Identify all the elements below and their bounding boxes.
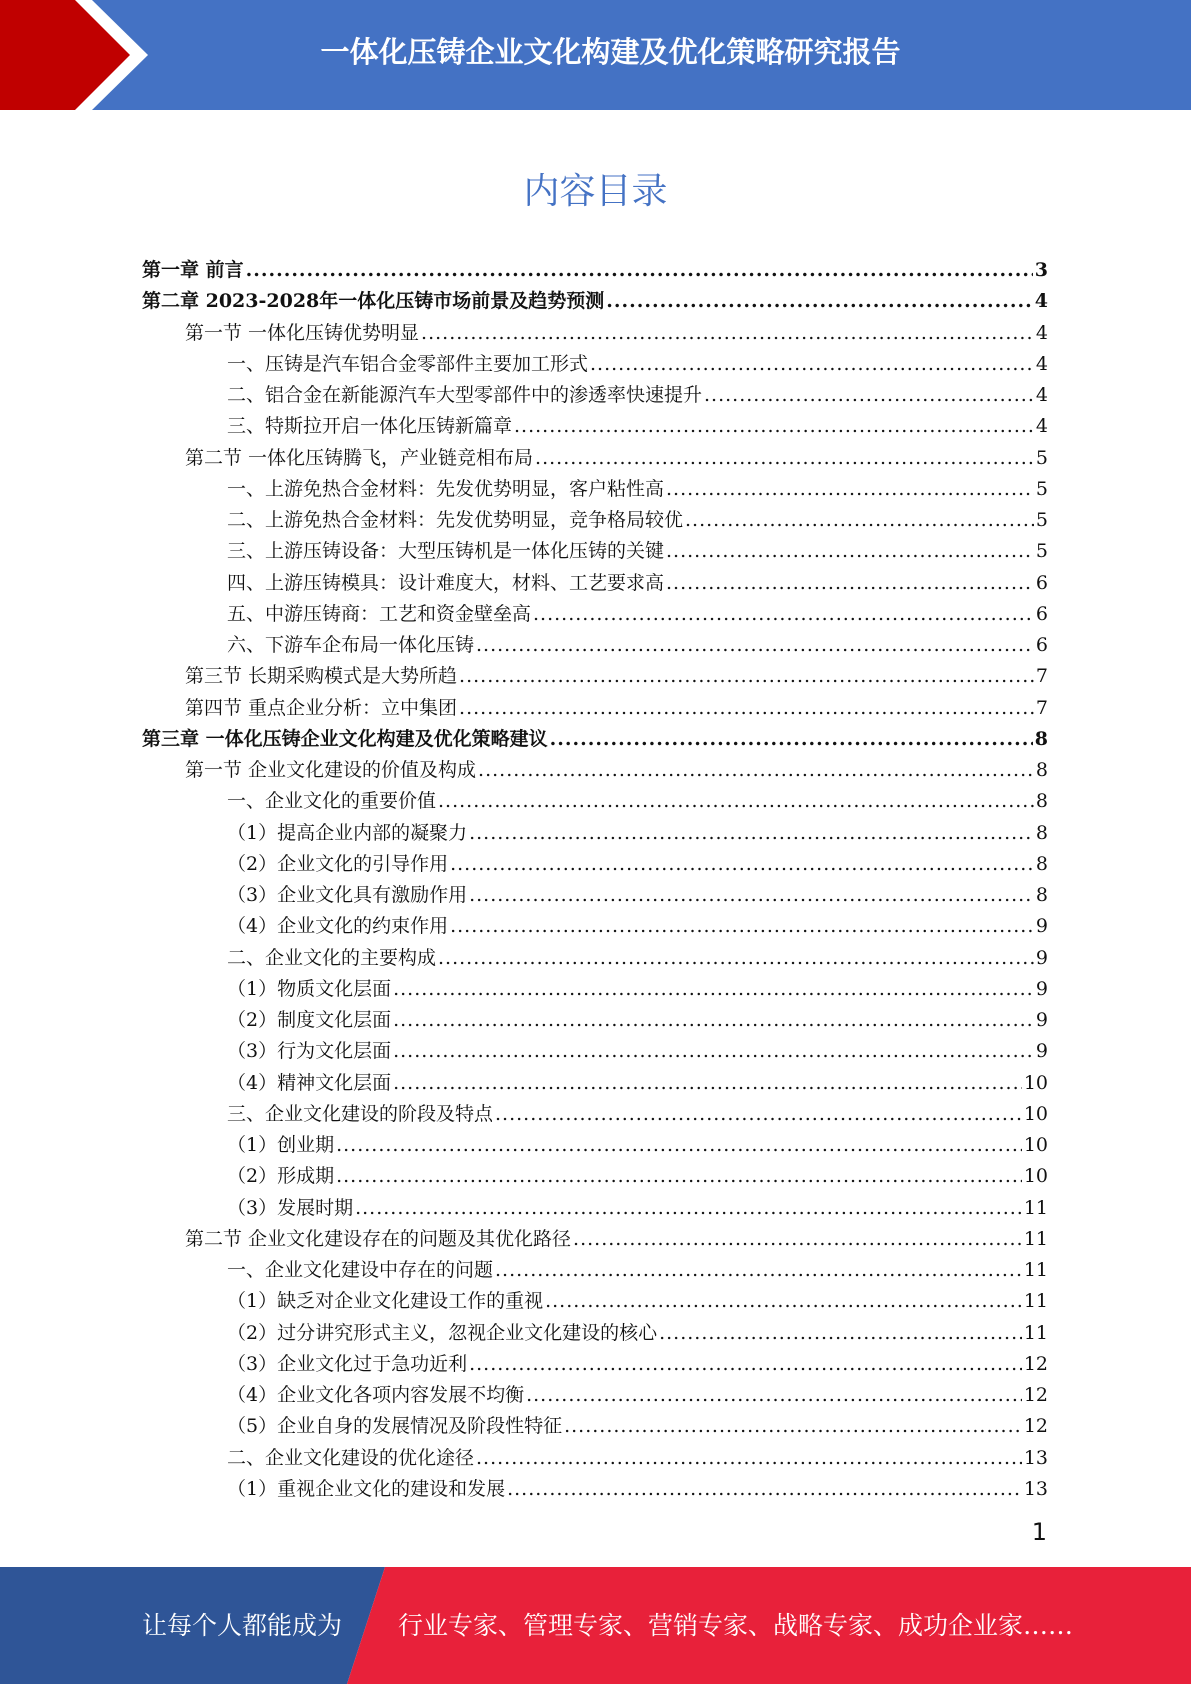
toc-entry[interactable] <box>142 599 1048 630</box>
toc-entry[interactable] <box>142 1193 1048 1224</box>
toc-entry-page: 5 <box>1035 446 1048 469</box>
toc-leader-dots <box>478 755 1034 786</box>
toc-entry-page: 8 <box>1035 759 1048 781</box>
toc-leader-dots <box>450 849 1034 880</box>
toc-entry[interactable] <box>142 349 1048 380</box>
toc-entry-page: 9 <box>1035 915 1048 938</box>
toc-entry-title: （3）行为文化层面 <box>227 1040 392 1063</box>
toc-leader-dots <box>526 1380 1022 1411</box>
toc-entry-title: 第一节 一体化压铸优势明显 <box>185 321 420 344</box>
toc-entry-page: 9 <box>1035 977 1048 1000</box>
toc-entry-title: 四、上游压铸模具：设计难度大，材料、工艺要求高 <box>227 571 665 594</box>
toc-leader-dots <box>514 411 1034 442</box>
toc-entry-page: 10 <box>1023 1134 1048 1156</box>
toc-entry-page: 12 <box>1023 1352 1048 1375</box>
toc-entry-title: （1）缺乏对企业文化建设工作的重视 <box>227 1290 544 1313</box>
toc-heading: 内容目录 <box>523 171 668 212</box>
toc-leader-dots <box>545 1286 1022 1317</box>
toc-entry-title: （4）企业文化各项内容发展不均衡 <box>227 1384 525 1406</box>
toc-leader-dots <box>476 1443 1022 1474</box>
toc-leader-dots <box>573 1224 1022 1255</box>
toc-entry[interactable] <box>142 661 1048 692</box>
toc-entry[interactable] <box>142 1411 1048 1442</box>
toc-entry-page: 13 <box>1023 1446 1048 1469</box>
toc-entry-title: 第二节 一体化压铸腾飞，产业链竞相布局 <box>185 446 534 469</box>
toc-entry[interactable] <box>142 1443 1048 1474</box>
toc-entry[interactable] <box>142 1380 1048 1411</box>
toc-entry-page: 4 <box>1035 415 1048 438</box>
toc-entry-page: 4 <box>1035 321 1048 344</box>
page-number: 1 <box>1031 1518 1047 1546</box>
toc-leader-dots <box>550 724 1033 755</box>
toc-leader-dots <box>590 349 1034 380</box>
toc-entry[interactable] <box>142 974 1048 1005</box>
toc-entry-page: 6 <box>1035 602 1048 625</box>
toc-leader-dots <box>476 630 1034 661</box>
toc-leader-dots <box>459 693 1034 724</box>
toc-entry[interactable] <box>142 1255 1048 1286</box>
toc-entry-page: 7 <box>1035 665 1048 688</box>
toc-entry[interactable] <box>142 411 1048 442</box>
toc-entry-title: 一、上游免热合金材料：先发优势明显，客户粘性高 <box>227 477 665 500</box>
toc-entry[interactable] <box>142 318 1048 349</box>
page-footer <box>0 1567 1191 1684</box>
toc-entry[interactable] <box>142 693 1048 724</box>
toc-entry-title: 第四节 重点企业分析：立中集团 <box>185 696 458 719</box>
toc-leader-dots <box>450 911 1034 942</box>
toc-leader-dots <box>666 474 1034 505</box>
toc-entry-title: 第二章 2023-2028年一体化压铸市场前景及趋势预测 <box>142 290 605 313</box>
toc-leader-dots <box>336 1130 1022 1161</box>
toc-entry[interactable] <box>142 786 1048 817</box>
toc-entry-page: 8 <box>1035 790 1048 813</box>
toc-entry-title: 一、企业文化的重要价值 <box>227 790 437 813</box>
toc-entry-page: 11 <box>1023 1290 1048 1313</box>
toc-entry[interactable] <box>142 474 1048 505</box>
toc-entry-title: （4）企业文化的约束作用 <box>227 915 449 938</box>
toc-entry-page: 5 <box>1035 540 1048 563</box>
toc-entry-page: 13 <box>1023 1477 1048 1500</box>
toc-entry-title: （2）企业文化的引导作用 <box>227 852 449 875</box>
toc-entry-page: 8 <box>1035 884 1048 906</box>
toc-leader-dots <box>438 786 1034 817</box>
toc-leader-dots <box>393 1036 1034 1067</box>
toc-leader-dots <box>459 661 1034 692</box>
toc-leader-dots <box>469 818 1034 849</box>
toc-entry-title: 一、企业文化建设中存在的问题 <box>227 1259 494 1281</box>
toc-entry-title: （1）物质文化层面 <box>227 977 392 1000</box>
toc-leader-dots <box>421 318 1034 349</box>
toc-leader-dots <box>469 880 1034 911</box>
toc-entry-page: 12 <box>1023 1384 1048 1406</box>
toc-entry[interactable] <box>142 1318 1048 1349</box>
toc-leader-dots <box>666 568 1034 599</box>
toc-entry-title: 三、上游压铸设备：大型压铸机是一体化压铸的关键 <box>227 540 665 563</box>
toc-entry[interactable] <box>142 286 1048 317</box>
toc-entry-title: 二、上游免热合金材料：先发优势明显，竞争格局较优 <box>227 509 684 531</box>
toc-entry[interactable] <box>142 880 1048 911</box>
toc-entry-page: 9 <box>1035 946 1048 969</box>
toc-leader-dots <box>438 943 1034 974</box>
toc-leader-dots <box>495 1255 1022 1286</box>
toc-entry[interactable] <box>142 1224 1048 1255</box>
toc-entry-title: 二、铝合金在新能源汽车大型零部件中的渗透率快速提升 <box>227 384 703 406</box>
toc-entry-page: 6 <box>1035 571 1048 594</box>
toc-entry-page: 4 <box>1034 290 1048 313</box>
toc-entry-title: 二、企业文化建设的优化途径 <box>227 1446 475 1469</box>
toc-entry[interactable] <box>142 1349 1048 1380</box>
toc-entry-page: 8 <box>1035 821 1048 844</box>
toc-entry-title: （3）发展时期 <box>227 1196 354 1219</box>
toc-entry-page: 4 <box>1035 384 1048 406</box>
toc-entry-page: 6 <box>1035 634 1048 656</box>
toc-entry-title: 六、下游车企布局一体化压铸 <box>227 634 475 656</box>
toc-entry-page: 3 <box>1034 259 1048 281</box>
toc-entry-title: 第三节 长期采购模式是大势所趋 <box>185 665 458 688</box>
toc-entry[interactable] <box>142 1130 1048 1161</box>
toc-entry[interactable] <box>142 911 1048 942</box>
toc-entry[interactable] <box>142 1161 1048 1192</box>
toc-entry[interactable] <box>142 536 1048 567</box>
toc-entry-page: 5 <box>1035 477 1048 500</box>
toc-entry-title: （5）企业自身的发展情况及阶段性特征 <box>227 1415 563 1438</box>
toc-entry[interactable] <box>142 724 1048 755</box>
toc-entry[interactable] <box>142 755 1048 786</box>
toc-entry[interactable] <box>142 443 1048 474</box>
footer-slogan-left: 让每个人都能成为 <box>142 1611 343 1640</box>
toc-entry-title: 一、压铸是汽车铝合金零部件主要加工形式 <box>227 352 589 375</box>
toc-entry-title: （3）企业文化过于急功近利 <box>227 1352 468 1375</box>
toc-entry-title: 三、特斯拉开启一体化压铸新篇章 <box>227 415 513 438</box>
toc-entry-title: （1）提高企业内部的凝聚力 <box>227 821 468 844</box>
toc-leader-dots <box>704 380 1034 411</box>
toc-entry[interactable] <box>142 1099 1048 1130</box>
toc-entry[interactable] <box>142 1474 1048 1505</box>
table-of-contents <box>142 255 1048 1505</box>
toc-entry-title: 第一章 前言 <box>142 259 244 281</box>
toc-entry-title: 二、企业文化的主要构成 <box>227 946 437 969</box>
toc-entry-page: 10 <box>1023 1102 1048 1125</box>
toc-entry[interactable] <box>142 380 1048 411</box>
footer-slogan-right: 行业专家、管理专家、营销专家、战略专家、成功企业家…… <box>398 1611 1074 1640</box>
toc-entry-title: 五、中游压铸商：工艺和资金壁垒高 <box>227 602 532 625</box>
toc-entry[interactable] <box>142 1005 1048 1036</box>
toc-entry-page: 8 <box>1034 727 1048 750</box>
toc-entry-title: （3）企业文化具有激励作用 <box>227 884 468 906</box>
toc-leader-dots <box>246 255 1033 286</box>
toc-leader-dots <box>393 1005 1034 1036</box>
report-title: 一体化压铸企业文化构建及优化策略研究报告 <box>320 35 901 69</box>
toc-entry-page: 9 <box>1035 1040 1048 1063</box>
toc-leader-dots <box>535 443 1034 474</box>
toc-leader-dots <box>495 1099 1022 1130</box>
toc-entry[interactable] <box>142 943 1048 974</box>
toc-entry-page: 11 <box>1023 1321 1048 1344</box>
toc-entry-title: 三、企业文化建设的阶段及特点 <box>227 1102 494 1125</box>
toc-entry-title: 第三章 一体化压铸企业文化构建及优化策略建议 <box>142 727 548 750</box>
toc-entry-title: （2）过分讲究形式主义，忽视企业文化建设的核心 <box>227 1321 658 1344</box>
toc-leader-dots <box>606 286 1033 317</box>
toc-leader-dots <box>469 1349 1022 1380</box>
toc-entry[interactable] <box>142 1036 1048 1067</box>
toc-entry[interactable] <box>142 1286 1048 1317</box>
toc-leader-dots <box>355 1193 1022 1224</box>
toc-entry-title: （2）制度文化层面 <box>227 1009 392 1031</box>
toc-entry-page: 9 <box>1035 1009 1048 1031</box>
toc-entry-page: 10 <box>1023 1165 1048 1188</box>
toc-entry[interactable] <box>142 818 1048 849</box>
toc-entry-title: （4）精神文化层面 <box>227 1071 392 1094</box>
toc-entry[interactable] <box>142 1068 1048 1099</box>
toc-entry-page: 11 <box>1023 1259 1048 1281</box>
toc-entry-title: （1）重视企业文化的建设和发展 <box>227 1477 506 1500</box>
toc-leader-dots <box>666 536 1034 567</box>
toc-entry[interactable] <box>142 568 1048 599</box>
toc-leader-dots <box>659 1318 1022 1349</box>
toc-leader-dots <box>564 1411 1022 1442</box>
page-header <box>0 0 1191 110</box>
toc-entry[interactable] <box>142 630 1048 661</box>
toc-leader-dots <box>393 974 1034 1005</box>
toc-entry-title: （2）形成期 <box>227 1165 335 1188</box>
toc-entry-page: 11 <box>1023 1196 1048 1219</box>
toc-leader-dots <box>393 1068 1022 1099</box>
toc-entry-title: 第二节 企业文化建设存在的问题及其优化路径 <box>185 1227 572 1250</box>
toc-entry-title: （1）创业期 <box>227 1134 335 1156</box>
toc-leader-dots <box>685 505 1034 536</box>
toc-entry-page: 10 <box>1023 1071 1048 1094</box>
toc-entry[interactable] <box>142 505 1048 536</box>
toc-leader-dots <box>507 1474 1022 1505</box>
toc-entry[interactable] <box>142 255 1048 286</box>
toc-entry-title: 第一节 企业文化建设的价值及构成 <box>185 759 477 781</box>
toc-entry-page: 8 <box>1035 852 1048 875</box>
toc-entry-page: 7 <box>1035 696 1048 719</box>
toc-entry-page: 11 <box>1023 1227 1048 1250</box>
toc-leader-dots <box>336 1161 1022 1192</box>
toc-entry-page: 12 <box>1023 1415 1048 1438</box>
toc-entry[interactable] <box>142 849 1048 880</box>
toc-entry-page: 4 <box>1035 352 1048 375</box>
toc-entry-page: 5 <box>1035 509 1048 531</box>
toc-leader-dots <box>533 599 1034 630</box>
